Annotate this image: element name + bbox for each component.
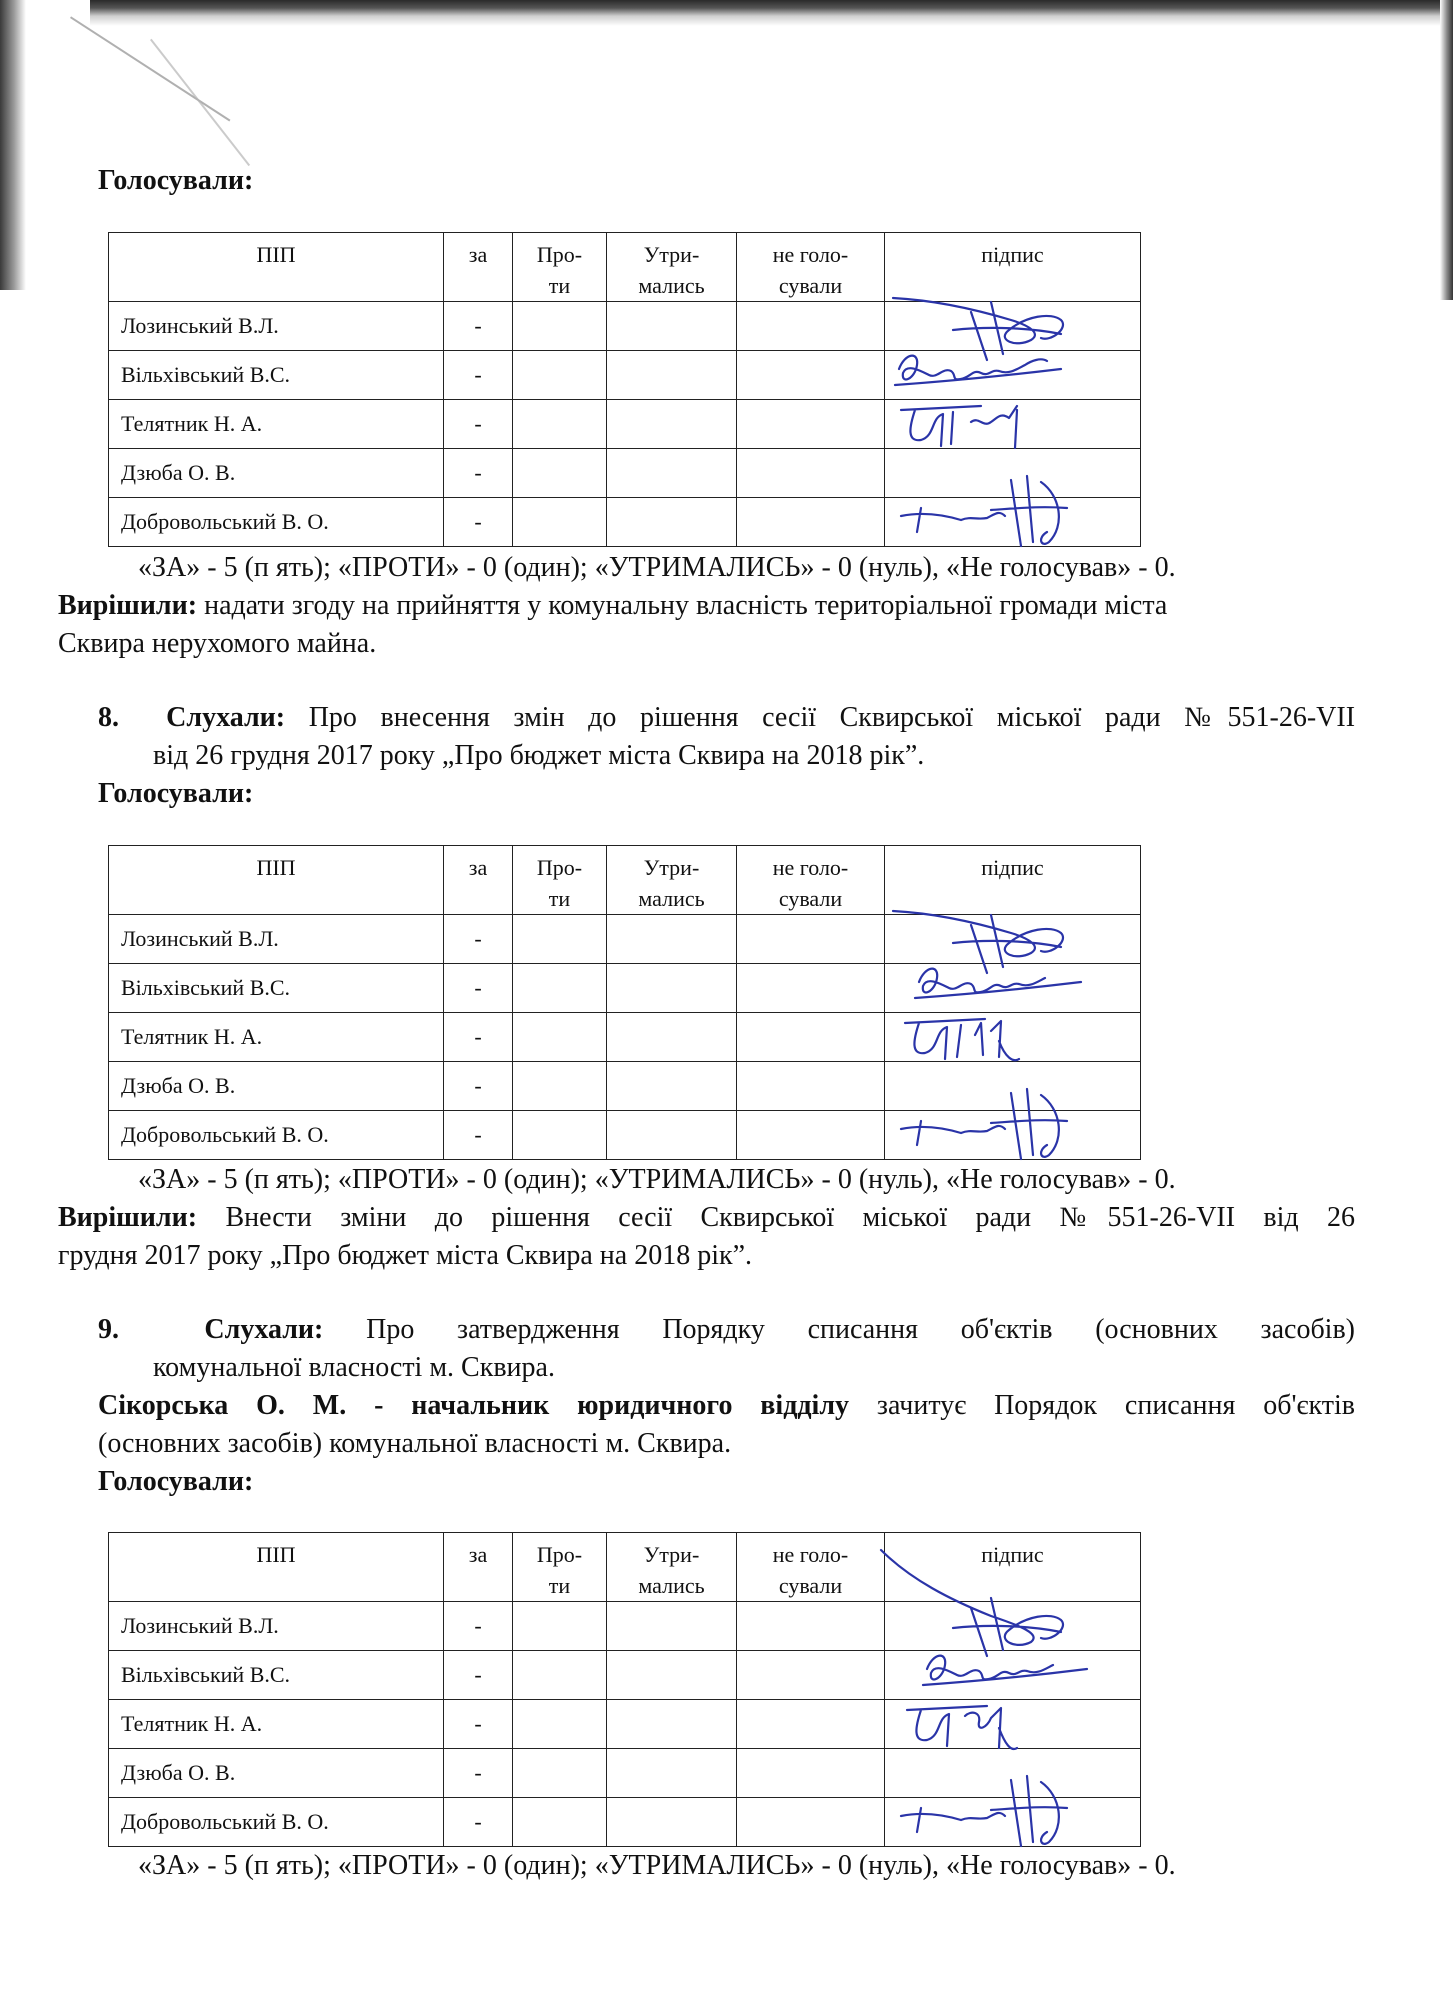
vote-mark: - (444, 1700, 513, 1749)
vote-table (108, 845, 1141, 1160)
voter-name: Вільхівський В.С. (109, 351, 444, 400)
decision-paragraph (58, 1200, 1355, 1236)
header-for: за (444, 233, 513, 302)
voter-name: Дзюба О. В. (109, 1062, 444, 1111)
voter-name: Добровольський В. О. (109, 1111, 444, 1160)
voted-heading: Голосували: (98, 165, 254, 196)
voter-name: Дзюба О. В. (109, 1749, 444, 1798)
scan-shadow-right (1440, 0, 1453, 300)
table-row (109, 400, 1141, 449)
vote-mark: - (444, 449, 513, 498)
header-signature: підпис (885, 846, 1141, 915)
heard-text: Про внесення змін до рішення сесії Сквирської міської ради №551-26-VII (308, 702, 1356, 733)
voter-name: Дзюба О. В. (109, 449, 444, 498)
vote-mark: - (444, 915, 513, 964)
decision-paragraph (58, 588, 1167, 624)
vote-mark: - (444, 1062, 513, 1111)
signature-cell (885, 400, 1141, 449)
heard-text: від 26 грудня 2017 року „Про бюджет міста Сквира на 2018 рік”. (153, 740, 925, 771)
vote-mark: - (444, 1013, 513, 1062)
voted-heading: Голосували: (98, 1466, 254, 1497)
handwritten-signature (891, 1688, 1121, 1756)
speaker-text: зачитує Порядок списання об'єктів (876, 1390, 1355, 1421)
signature-cell (885, 498, 1141, 547)
decided-label: Вирішили: (58, 590, 198, 621)
vote-result: «ЗА» - 5 (п ять); «ПРОТИ» - 0 (один); «УТРИМАЛИСЬ» - 0 (нуль), «Не голосував» - 0. (138, 552, 1176, 583)
agenda-item-8 (98, 700, 1355, 736)
header-not-voted: не голо- сували (737, 1533, 885, 1602)
voter-name: Вільхівський В.С. (109, 964, 444, 1013)
vote-result: «ЗА» - 5 (п ять); «ПРОТИ» - 0 (один); «УТРИМАЛИСЬ» - 0 (нуль), «Не голосував» - 0. (138, 1850, 1176, 1881)
signature-cell (885, 1700, 1141, 1749)
item-number: 9. (98, 1314, 119, 1345)
voter-name: Телятник Н. А. (109, 1013, 444, 1062)
voter-name: Вільхівський В.С. (109, 1651, 444, 1700)
vote-mark: - (444, 964, 513, 1013)
handwritten-signature (891, 1786, 1121, 1854)
signature-cell (885, 1798, 1141, 1847)
decision-text: Сквира нерухомого майна. (58, 628, 377, 659)
header-against: Про- ти (513, 1533, 607, 1602)
vote-mark: - (444, 302, 513, 351)
heard-label: Слухали: (204, 1314, 324, 1345)
voter-name: Лозинський В.Л. (109, 1602, 444, 1651)
scan-shadow-left (0, 0, 26, 290)
header-against: Про- ти (513, 233, 607, 302)
header-signature: підпис (885, 233, 1141, 302)
header-name: ПІП (109, 1533, 444, 1602)
table-row (109, 498, 1141, 547)
vote-mark: - (444, 1749, 513, 1798)
vote-mark: - (444, 1111, 513, 1160)
vote-mark: - (444, 351, 513, 400)
paper-crease (150, 39, 250, 166)
vote-mark: - (444, 1651, 513, 1700)
header-against: Про- ти (513, 846, 607, 915)
header-not-voted: не голо- сували (737, 233, 885, 302)
vote-mark: - (444, 400, 513, 449)
heard-label: Слухали: (166, 702, 286, 733)
paper-crease (70, 16, 230, 121)
speaker-name: Сікорська О. М. - начальник юридичного відділу (98, 1390, 850, 1421)
item-number: 8. (98, 702, 119, 733)
signature-cell (885, 1111, 1141, 1160)
vote-result: «ЗА» - 5 (п ять); «ПРОТИ» - 0 (один); «УТРИМАЛИСЬ» - 0 (нуль), «Не голосував» - 0. (138, 1164, 1176, 1195)
voter-name: Добровольський В. О. (109, 1798, 444, 1847)
header-not-voted: не голо- сували (737, 846, 885, 915)
vote-mark: - (444, 1798, 513, 1847)
scan-shadow-top (90, 0, 1453, 26)
header-name: ПІП (109, 233, 444, 302)
header-abstained: Утри- мались (607, 1533, 737, 1602)
voted-heading: Голосували: (98, 778, 254, 809)
vote-mark: - (444, 1602, 513, 1651)
header-for: за (444, 1533, 513, 1602)
header-abstained: Утри- мались (607, 233, 737, 302)
handwritten-signature (891, 388, 1121, 456)
handwritten-signature (891, 486, 1121, 554)
speaker-paragraph (98, 1388, 1355, 1424)
decision-text: грудня 2017 року „Про бюджет міста Сквира на 2018 рік”. (58, 1240, 753, 1271)
voter-name: Лозинський В.Л. (109, 302, 444, 351)
decided-label: Вирішили: (58, 1202, 198, 1233)
header-abstained: Утри- мались (607, 846, 737, 915)
voter-name: Телятник Н. А. (109, 1700, 444, 1749)
handwritten-signature (891, 1001, 1121, 1069)
voter-name: Добровольський В. О. (109, 498, 444, 547)
table-row (109, 1013, 1141, 1062)
table-row (109, 1111, 1141, 1160)
agenda-item-9 (98, 1312, 1355, 1348)
heard-text: комунальної власності м. Сквира. (153, 1352, 555, 1383)
voter-name: Телятник Н. А. (109, 400, 444, 449)
voter-name: Лозинський В.Л. (109, 915, 444, 964)
decision-text: Внести зміни до рішення сесії Сквирської міської ради №551-26-VII від 26 (225, 1202, 1356, 1233)
header-for: за (444, 846, 513, 915)
vote-table (108, 1532, 1141, 1847)
signature-cell (885, 1013, 1141, 1062)
header-signature: підпис (885, 1533, 1141, 1602)
table-row (109, 1798, 1141, 1847)
vote-table (108, 232, 1141, 547)
handwritten-signature (891, 1099, 1121, 1167)
header-name: ПІП (109, 846, 444, 915)
heard-text: Про затвердження Порядку списання об'єктів (основних засобів) (366, 1314, 1356, 1345)
vote-mark: - (444, 498, 513, 547)
speaker-text: (основних засобів) комунальної власності м. Сквира. (98, 1428, 732, 1459)
decision-text: надати згоду на прийняття у комунальну власність територіальної громади міста (204, 590, 1168, 621)
table-row (109, 1700, 1141, 1749)
